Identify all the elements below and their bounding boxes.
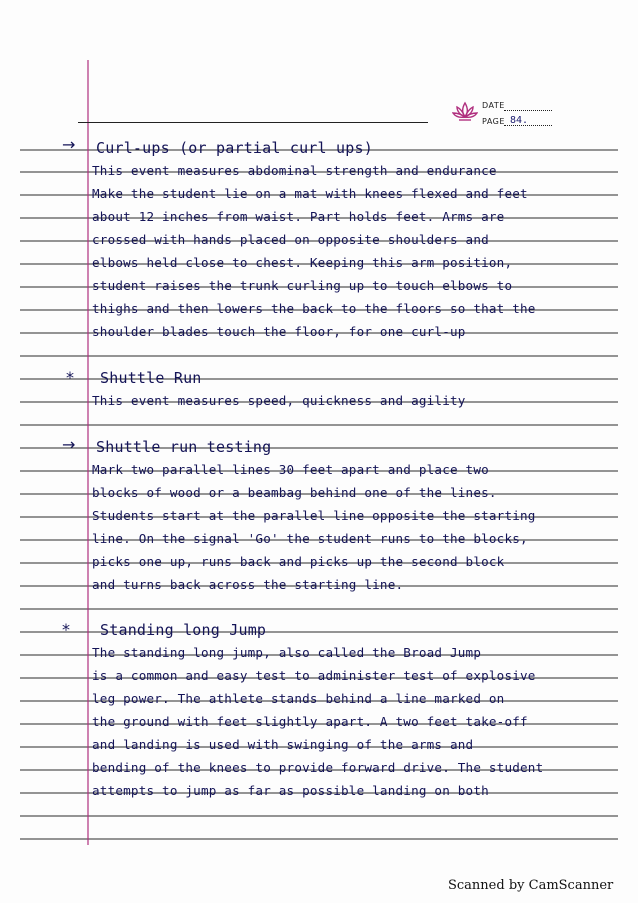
text-line: crossed with hands placed on opposite shoulders and xyxy=(92,232,489,247)
text-line: leg power. The athlete stands behind a line marked on xyxy=(92,691,505,706)
text-line: line. On the signal 'Go' the student runs to the blocks, xyxy=(92,531,528,546)
page-label: PAGE xyxy=(482,117,505,126)
text-line: is a common and easy test to administer test of explosive xyxy=(92,668,536,683)
text-line: and turns back across the starting line. xyxy=(92,577,404,592)
header-line xyxy=(78,122,428,123)
text-line: blocks of wood or a beambag behind one of the lines. xyxy=(92,485,497,500)
text-line: Students start at the parallel line opposite the starting xyxy=(92,508,536,523)
text-line: Mark two parallel lines 30 feet apart and place two xyxy=(92,462,489,477)
text-line: Make the student lie on a mat with knees flexed and feet xyxy=(92,186,528,201)
section-marker-asterisk: * xyxy=(66,368,74,387)
date-field xyxy=(504,110,552,111)
text-line: the ground with feet slightly apart. A two feet take-off xyxy=(92,714,528,729)
text-line: shoulder blades touch the floor, for one curl-up xyxy=(92,324,466,339)
text-line: This event measures abdominal strength and endurance xyxy=(92,163,497,178)
text-line: about 12 inches from waist. Part holds feet. Arms are xyxy=(92,209,505,224)
text-line: thighs and then lowers the back to the floors so that the xyxy=(92,301,536,316)
text-line: This event measures speed, quickness and agility xyxy=(92,393,466,408)
text-line: elbows held close to chest. Keeping this arm position, xyxy=(92,255,513,270)
section-title: Curl-ups (or partial curl ups) xyxy=(96,139,373,157)
section-marker-arrow: → xyxy=(62,435,76,454)
page-number: 84. xyxy=(504,116,552,126)
date-label: DATE xyxy=(482,101,505,110)
text-line: attempts to jump as far as possible landing on both xyxy=(92,783,489,798)
section-title: Standing long Jump xyxy=(100,621,267,639)
scanner-watermark: Scanned by CamScanner xyxy=(448,878,614,893)
section-title: Shuttle run testing xyxy=(96,438,272,456)
section-marker-arrow: → xyxy=(62,135,76,154)
text-line: student raises the trunk curling up to touch elbows to xyxy=(92,278,513,293)
section-marker-asterisk: * xyxy=(62,620,70,639)
text-line: picks one up, runs back and picks up the second block xyxy=(92,554,505,569)
text-line: The standing long jump, also called the Broad Jump xyxy=(92,645,482,660)
text-line: and landing is used with swinging of the arms and xyxy=(92,737,474,752)
text-line: bending of the knees to provide forward drive. The student xyxy=(92,760,544,775)
section-title: Shuttle Run xyxy=(100,369,202,387)
lotus-icon xyxy=(452,100,478,122)
